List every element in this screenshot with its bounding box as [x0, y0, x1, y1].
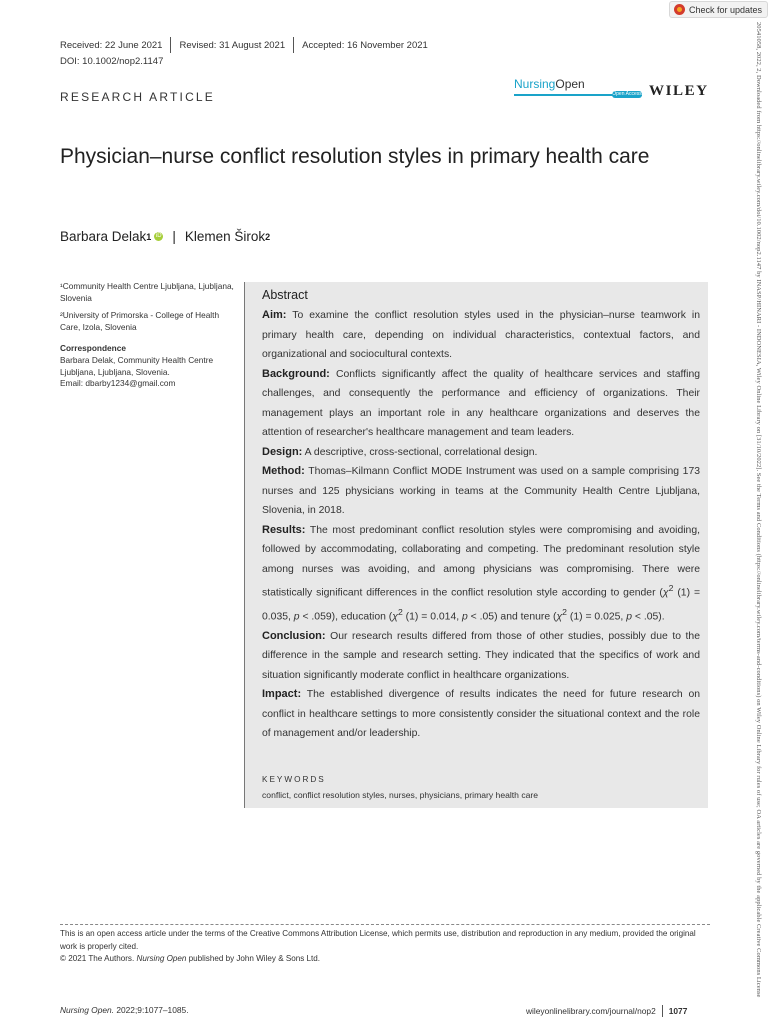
journal-citation [60, 1005, 189, 1015]
chi-symbol: χ [662, 587, 669, 599]
keywords-heading: KEYWORDS [262, 775, 326, 784]
author-name[interactable]: Barbara Delak [60, 229, 147, 244]
abstract-label: Design: [262, 445, 303, 458]
check-for-updates-button[interactable] [669, 1, 768, 18]
abstract-method [262, 462, 700, 521]
abstract-label: Conclusion: [262, 629, 326, 642]
divider [293, 37, 294, 53]
abstract-text: (1) = 0.025, [566, 611, 627, 623]
abstract-text: A descriptive, cross-sectional, correlational design. [304, 446, 538, 458]
abstract-label: Results: [262, 523, 306, 536]
abstract-text: Our research results differed from those of other studies, possibly due to the difference in the sample and research setting. They indicated that the specifics of work and situation significantly moderate conflict in healthcare organizations. [262, 630, 700, 681]
chi-symbol: χ [392, 611, 398, 623]
page-number: 1077 [668, 1006, 688, 1016]
abstract-text: < .05) and tenure ( [467, 611, 557, 623]
abstract-text: The established divergence of results indicates the need for future research on conflict in healthcare settings to more consistently consider the situational context and the role of management and/or leadership. [262, 689, 701, 740]
affiliation: ²University of Primorska - College of Health Care, Izola, Slovenia [60, 310, 220, 332]
check-for-updates-label: Check for updates [689, 4, 763, 15]
superscript: 2 [562, 606, 567, 617]
journal-url-link[interactable]: wileyonlinelibrary.com/journal/nop2 [526, 1006, 656, 1016]
abstract-text: The most predominant conflict resolution styles were compromising and avoiding, followed by accommodating, collaborating and competing. The predominant resolution style among nurses was avoiding, and among physicians was compromising. There were statistically significant differences in the conflict resolution style according to gender ( [262, 524, 700, 599]
journal-footer-right [526, 1005, 687, 1017]
abstract-label: Impact: [262, 688, 302, 701]
copyright-text [60, 953, 710, 966]
journal-citation-name: Nursing Open. [60, 1005, 114, 1015]
copyright-part: published by John Wiley & Sons Ltd. [186, 954, 321, 963]
revised-date: Revised: 31 August 2021 [179, 39, 286, 51]
p-symbol: p [462, 611, 468, 623]
affiliations-column [60, 281, 240, 390]
crossmark-icon [674, 4, 685, 15]
abstract-label: Aim: [262, 309, 287, 321]
abstract-text: < .05). [631, 611, 665, 623]
received-date: Received: 22 June 2021 [60, 39, 163, 51]
journal-logo[interactable] [514, 77, 585, 91]
copyright-part: © 2021 The Authors. [60, 954, 137, 963]
author-affiliation-marker: 1 [146, 231, 152, 242]
correspondence-heading: Correspondence [60, 343, 126, 354]
abstract-text: < .059), education ( [299, 611, 393, 623]
abstract-label: Background: [262, 367, 330, 380]
journal-logo-open: Open [555, 77, 585, 91]
correspondence-email[interactable]: Email: dbarby1234@gmail.com [60, 378, 176, 389]
license-notice [60, 928, 710, 966]
abstract-results [262, 521, 700, 627]
abstract-text: (1) = 0.035, [262, 587, 701, 623]
divider [170, 37, 171, 53]
abstract-aim [262, 306, 700, 365]
orcid-icon[interactable]: iD [155, 233, 162, 239]
doi-link[interactable]: DOI: 10.1002/nop2.1147 [60, 56, 164, 67]
author-separator: | [172, 229, 176, 244]
copyright-journal: Nursing Open [136, 954, 187, 963]
license-text: This is an open access article under the terms of the Creative Commons Attribution License, which permits use, distribution and reproduction in any medium, provided the original work is properly cited. [60, 929, 696, 951]
article-type-label: RESEARCH ARTICLE [60, 90, 216, 104]
abstract-body [262, 306, 700, 744]
abstract-background [262, 365, 700, 443]
abstract-design [262, 443, 700, 463]
author-affiliation-marker: 2 [265, 231, 271, 242]
keywords-list: conflict, conflict resolution styles, nurses, physicians, primary health care [262, 790, 539, 800]
p-symbol: p [293, 611, 300, 623]
journal-citation-volume: 2022;9:1077–1085. [114, 1005, 189, 1015]
affiliation: ¹Community Health Centre Ljubljana, Ljubljana, Slovenia [60, 281, 234, 303]
open-access-badge: Open Access [612, 91, 642, 97]
superscript: 2 [668, 583, 674, 593]
p-symbol: p [626, 611, 632, 623]
divider [662, 1005, 663, 1017]
footer-divider [60, 924, 710, 925]
author-list [60, 229, 270, 244]
abstract-text: Thomas–Kilmann Conflict MODE Instrument was used on a sample comprising 173 nurses and 125 physicians working in teams at the Community Health Centre Ljubljana, Slovenia, in 2018. [262, 466, 701, 516]
abstract-label: Method: [262, 465, 305, 477]
superscript: 2 [397, 606, 403, 617]
download-sidebar-text: 20541058, 2022, 2, Downloaded from https://onlinelibrary.wiley.com/doi/10.1002/nop2.1147 by INASP/HINARI - INDONESIA, Wiley Online Library on [31/10/2022]. See the Terms and Conditions (https://onlinelibrary.wiley.com/terms-and-conditions) on Wiley Online Library for rules of use; OA articles are governed by the applicable Creative Commons License [755, 22, 762, 998]
journal-logo-nursing: Nursing [514, 77, 556, 91]
abstract-impact [262, 685, 700, 744]
publisher-logo[interactable]: WILEY [649, 83, 709, 99]
abstract-text: Conflicts significantly affect the quality of healthcare services and staffing challenges, and consequently the performance and efficiency of organizations. Their management plays an important role in any healthcare organizations and deserves the attention of researcher's healthcare management and team leaders. [262, 368, 701, 438]
article-dates [60, 37, 428, 53]
correspondence-address: Barbara Delak, Community Health Centre Ljubljana, Ljubljana, Slovenia. [60, 354, 214, 377]
accepted-date: Accepted: 16 November 2021 [302, 39, 428, 51]
abstract-rule [244, 282, 245, 808]
chi-symbol: χ [556, 611, 563, 623]
abstract-conclusion [262, 627, 700, 686]
abstract-text: (1) = 0.014, [402, 611, 463, 623]
abstract-text: To examine the conflict resolution styles used in the physician–nurse teamwork in primary health care, depending on individual characteristics, contextual factors, and organizational and sociocultural contexts. [262, 310, 700, 360]
author-name[interactable]: Klemen Širok [184, 229, 266, 244]
abstract-heading: Abstract [262, 288, 308, 302]
article-title: Physician–nurse conflict resolution styles in primary health care [60, 145, 650, 168]
download-sidebar [752, 22, 764, 1008]
